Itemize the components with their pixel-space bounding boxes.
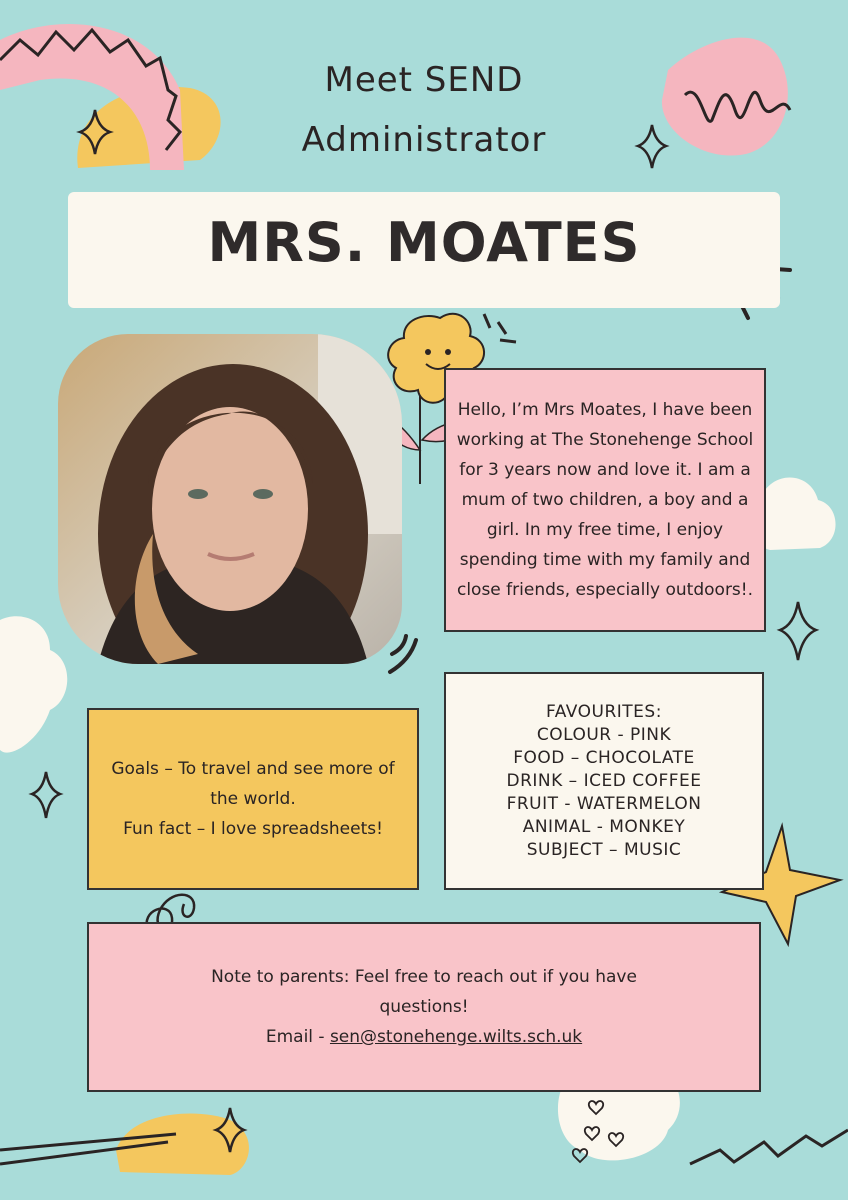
sparkle-icon: [780, 602, 816, 660]
fun-fact-text: Fun fact – I love spreadsheets!: [123, 819, 383, 839]
bio-box: [444, 368, 766, 632]
heading-line-1: Meet SEND: [324, 60, 524, 100]
zigzag-bottom-right: [690, 1130, 848, 1164]
favourite-item: FRUIT - WATERMELON: [506, 793, 702, 814]
note-box: [87, 922, 761, 1092]
favourites-title: FAVOURITES:: [546, 701, 662, 722]
favourite-item: COLOUR - PINK: [536, 724, 672, 745]
flower-eye: [445, 349, 451, 355]
curve-mark: [392, 636, 406, 654]
staff-photo: [58, 334, 402, 664]
favourites-box: [444, 672, 764, 890]
heading-line-2: Administrator: [301, 120, 547, 160]
portrait-illustration: [58, 334, 402, 664]
favourite-item: ANIMAL - MONKEY: [522, 816, 686, 837]
favourite-item: FOOD – CHOCOLATE: [513, 747, 695, 768]
dash-mark: [498, 322, 506, 334]
favourite-item: DRINK – ICED COFFEE: [506, 770, 702, 791]
dash-mark: [500, 340, 516, 342]
goals-box: [87, 708, 419, 890]
cloud-left: [0, 616, 67, 752]
favourite-item: SUBJECT – MUSIC: [526, 839, 682, 860]
dash-mark: [484, 314, 490, 328]
sparkle-icon: [32, 772, 60, 818]
flower-eye: [425, 349, 431, 355]
email-line: [266, 1022, 582, 1052]
note-text: Note to parents: Feel free to reach out if you have questions!: [211, 967, 637, 1017]
email-link[interactable]: sen@stonehenge.wilts.sch.uk: [329, 1027, 583, 1047]
email-label: Email -: [265, 1027, 325, 1047]
page-heading: [0, 50, 848, 170]
goals-text: Goals – To travel and see more of the world.: [111, 759, 395, 809]
bio-text: Hello, I’m Mrs Moates, I have been working at The Stonehenge School for 3 years now and love it. I am a mum of two children, a boy and a girl. In my free time, I enjoy spending time with my family and close friends, especially outdoors!.: [456, 400, 754, 600]
staff-name: MRS. MOATES: [207, 210, 641, 274]
